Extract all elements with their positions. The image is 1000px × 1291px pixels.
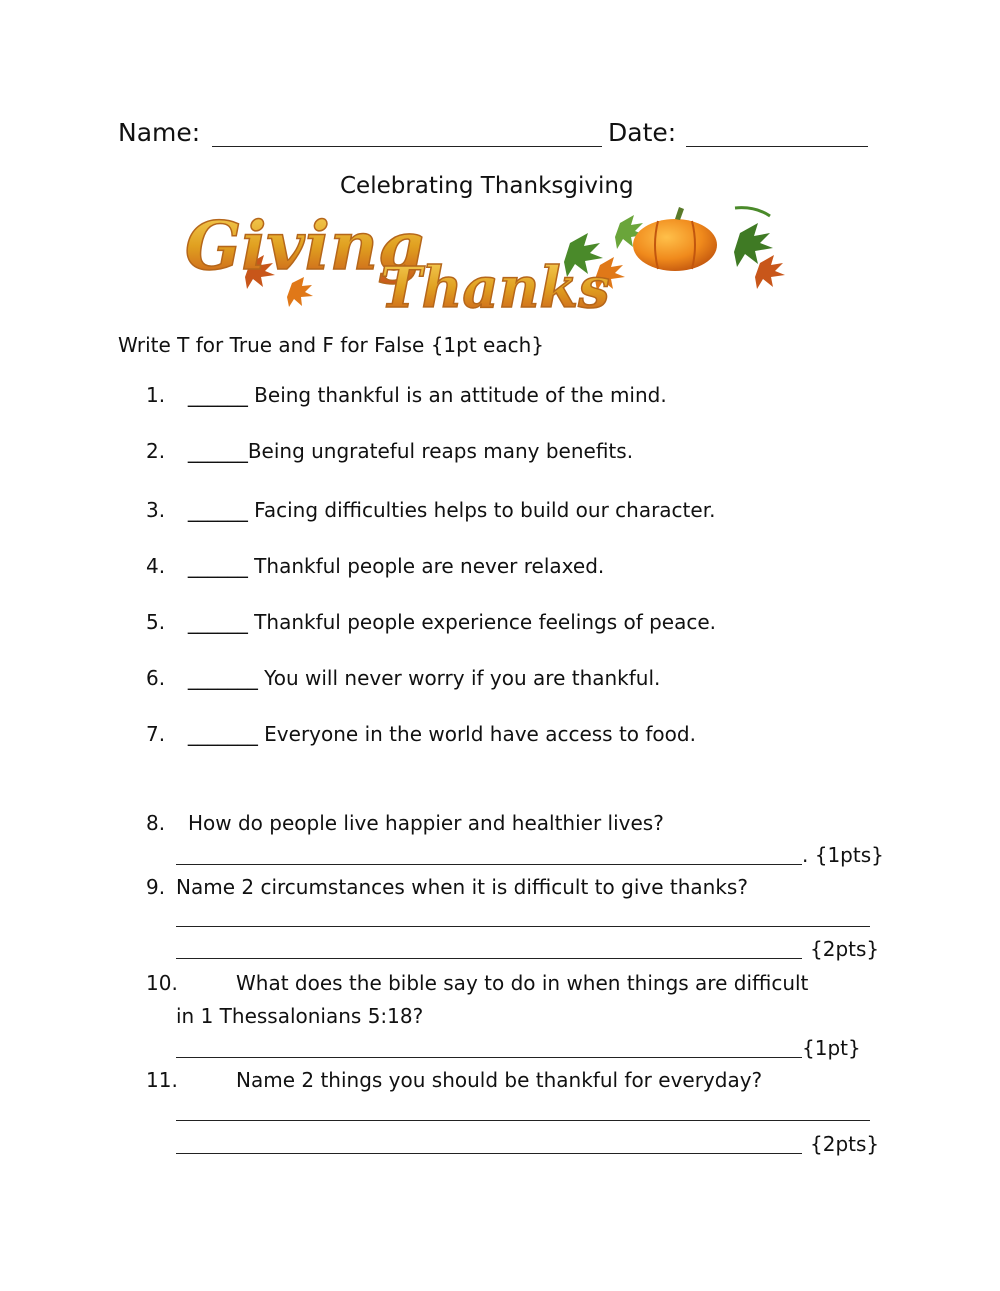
question-9-answer-line-1[interactable] xyxy=(176,926,870,927)
question-9-text: Name 2 circumstances when it is difficult to give thanks? xyxy=(176,875,748,899)
question-9-points: {2pts} xyxy=(810,937,880,961)
question-10-answer-line[interactable] xyxy=(176,1057,802,1058)
list-item: 2. ______Being ungrateful reaps many benefits. xyxy=(146,439,634,463)
page-title: Celebrating Thanksgiving xyxy=(340,173,634,199)
instructions: Write T for True and F for False {1pt each} xyxy=(118,333,544,357)
list-item: 1. ______ Being thankful is an attitude of the mind. xyxy=(146,383,667,407)
question-9-number: 9. xyxy=(146,875,166,899)
question-9-answer-line-2[interactable] xyxy=(176,958,802,959)
answer-blank[interactable]: _______ xyxy=(187,666,258,690)
giving-thanks-banner xyxy=(180,203,812,315)
question-8-points: . {1pts} xyxy=(802,843,884,867)
question-10-points: {1pt} xyxy=(802,1036,861,1060)
question-8-text: How do people live happier and healthier lives? xyxy=(188,811,664,835)
question-8-number: 8. xyxy=(146,811,166,835)
answer-blank[interactable]: ______ xyxy=(187,554,248,578)
answer-blank[interactable]: ______ xyxy=(187,498,248,522)
question-11-answer-line-2[interactable] xyxy=(176,1153,802,1154)
question-11-points: {2pts} xyxy=(810,1132,880,1156)
question-8-answer-line[interactable] xyxy=(176,864,802,865)
list-item: 5. ______ Thankful people experience feelings of peace. xyxy=(146,610,717,634)
answer-blank[interactable]: _______ xyxy=(187,722,258,746)
question-10-text: What does the bible say to do in when things are difficult xyxy=(236,971,809,995)
name-field[interactable] xyxy=(212,146,602,147)
banner-word-thanks: Thanks xyxy=(380,255,610,315)
question-11-number: 11. xyxy=(146,1068,178,1092)
answer-blank[interactable]: ______ xyxy=(187,610,248,634)
list-item: 7. _______ Everyone in the world have access to food. xyxy=(146,722,696,746)
question-11-answer-line-1[interactable] xyxy=(176,1120,870,1121)
banner-word-giving: Giving xyxy=(185,207,424,285)
pumpkin-icon xyxy=(633,207,717,271)
date-field[interactable] xyxy=(686,146,868,147)
answer-blank[interactable]: ______ xyxy=(187,439,248,463)
date-label: Date: xyxy=(608,118,677,147)
list-item: 6. _______ You will never worry if you are thankful. xyxy=(146,666,661,690)
list-item: 4. ______ Thankful people are never relaxed. xyxy=(146,554,605,578)
question-10-text-line-2: in 1 Thessalonians 5:18? xyxy=(176,1004,424,1028)
answer-blank[interactable]: ______ xyxy=(187,383,248,407)
question-11-text: Name 2 things you should be thankful for everyday? xyxy=(236,1068,763,1092)
list-item: 3. ______ Facing difficulties helps to build our character. xyxy=(146,498,716,522)
name-label: Name: xyxy=(118,118,201,147)
question-10-number: 10. xyxy=(146,971,178,995)
